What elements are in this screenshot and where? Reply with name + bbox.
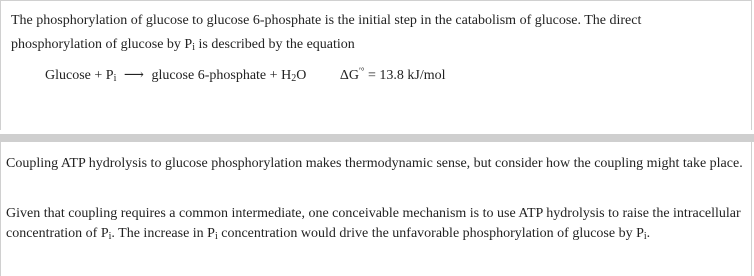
intro-line-2-end: is described by the equation <box>195 37 355 52</box>
intro-subscript-i: i <box>192 42 195 53</box>
plus-sign: + <box>94 68 103 83</box>
paragraph-coupling: Coupling ATP hydrolysis to glucose phosphorylation makes thermodynamic sense, but consider how the coupling might take place. <box>6 156 743 171</box>
discussion-panel <box>0 142 752 276</box>
paragraph-mechanism: Given that coupling requires a common intermediate, one conceivable mechanism is to use ATP hydrolysis to raise the intracellular concentration of $P_i$. The increase in $P_i$ concentration would drive the unfavorable phosphorylation of glucose by $P_i$. <box>6 206 741 242</box>
reaction-equation <box>45 65 446 87</box>
free-energy-change: ΔG′° = 13.8 kJ/mol <box>339 66 446 83</box>
intro-line-1: The phosphorylation of glucose to glucose 6-phosphate is the initial step in the catabolism of glucose. The direct <box>11 13 642 28</box>
section-divider <box>0 134 754 142</box>
reactant-phosphate: $P_i$ <box>105 68 117 84</box>
reactant-glucose: Glucose <box>45 68 91 83</box>
reaction-arrow-icon: ⟶ <box>123 68 144 83</box>
plus-sign: + <box>269 68 278 83</box>
product-glucose-6-phosphate: glucose 6-phosphate <box>151 68 267 83</box>
question-panel <box>0 0 752 130</box>
intro-line-2-start: phosphorylation of glucose by P <box>11 37 193 52</box>
intro-text <box>11 9 741 57</box>
product-water: $H_2O$ <box>281 68 307 84</box>
